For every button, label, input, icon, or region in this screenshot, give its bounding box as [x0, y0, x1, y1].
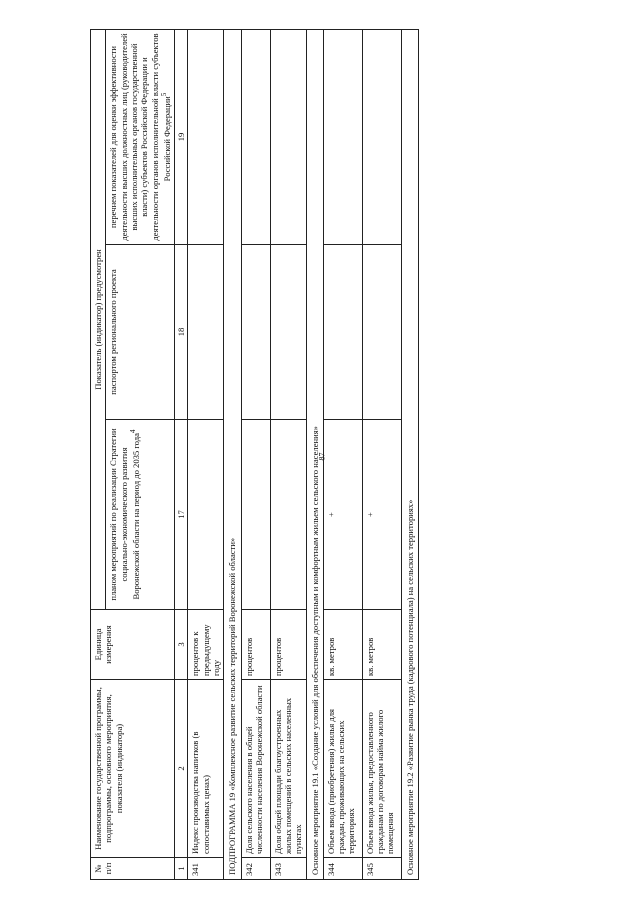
row-strategy: [241, 420, 270, 610]
row-name: Доля общей площади благоустроенных жилых помещений в сельских населенных пунктах: [270, 680, 306, 858]
section-row: [224, 30, 241, 880]
section-title: Основное мероприятие 19.2 «Развитие рынка труда (кадрового потенциала) на сельских территориях»: [401, 30, 418, 880]
row-unit: процентов: [241, 610, 270, 680]
section-row: [306, 30, 323, 880]
section-title: ПОДПРОГРАММА 19 «Комплексное развитие сельских территорий Воронежской области»: [224, 30, 241, 880]
row-passport: [270, 245, 306, 420]
row-name: Доля сельского населения в общей численности населения Воронежской области: [241, 680, 270, 858]
row-name: Индекс производства напитков (в сопоставимых ценах): [188, 680, 224, 858]
column-number: 19: [175, 30, 188, 245]
section-row: [401, 30, 418, 880]
row-strategy: [270, 420, 306, 610]
table-row: [188, 30, 224, 880]
row-number: 341: [188, 858, 224, 880]
row-name: Объем ввода жилья, предоставленного гражданам по договорам найма жилого помещения: [362, 680, 401, 858]
table-row: [323, 30, 362, 880]
column-number: 17: [175, 420, 188, 610]
page-number: 87: [317, 452, 327, 461]
column-number: 18: [175, 245, 188, 420]
row-number: 343: [270, 858, 306, 880]
row-unit: процентов: [270, 610, 306, 680]
row-passport: [188, 245, 224, 420]
row-list: [270, 30, 306, 245]
header-indicator-group: Показатель (индикатор) предусмотрен: [91, 30, 106, 610]
row-number: 345: [362, 858, 401, 880]
row-unit: кв. метров: [323, 610, 362, 680]
column-number: 3: [175, 610, 188, 680]
header-unit: Единица измерения: [91, 610, 175, 680]
row-name: Объем ввода (приобретения) жилья для граждан, проживающих на сельских территориях: [323, 680, 362, 858]
row-passport: [241, 245, 270, 420]
row-list: [188, 30, 224, 245]
row-list: [323, 30, 362, 245]
row-number: 344: [323, 858, 362, 880]
table-row: [362, 30, 401, 880]
section-title: Основное мероприятие 19.1 «Создание условий для обеспечения доступным и комфортным жильем сельского населения»: [306, 30, 323, 880]
header-passport: паспортом регионального проекта: [106, 245, 175, 420]
table-row: [270, 30, 306, 880]
column-numbers-row: [175, 30, 188, 880]
indicator-table: [90, 29, 419, 880]
row-list: [241, 30, 270, 245]
row-strategy: [188, 420, 224, 610]
header-strategy: планом мероприятий по реализации Стратегии социально-экономического развития Воронежской области на период до 2035 года$^4$: [106, 420, 175, 610]
table-row: [241, 30, 270, 880]
header-list: перечнем показателей для оценки эффективности деятельности высших должностных лиц (руководителей высших исполнительных органов государственной власти) субъектов Российской Федерации и деятельности органов исполнительной власти субъектов Российской Федерации$^5$: [106, 30, 175, 245]
row-passport: [323, 245, 362, 420]
row-passport: [362, 245, 401, 420]
row-list: [362, 30, 401, 245]
row-strategy: +: [362, 420, 401, 610]
row-unit: процентов к предыдущему году: [188, 610, 224, 680]
column-number: 2: [175, 680, 188, 858]
row-number: 342: [241, 858, 270, 880]
rotated-page: [90, 30, 435, 880]
row-strategy: +: [323, 420, 362, 610]
header-number: № п/п: [91, 858, 175, 880]
header-name: Наименование государственной программы, подпрограммы, основного мероприятия, показателя (индикатора): [91, 680, 175, 858]
column-number: 1: [175, 858, 188, 880]
row-unit: кв. метров: [362, 610, 401, 680]
